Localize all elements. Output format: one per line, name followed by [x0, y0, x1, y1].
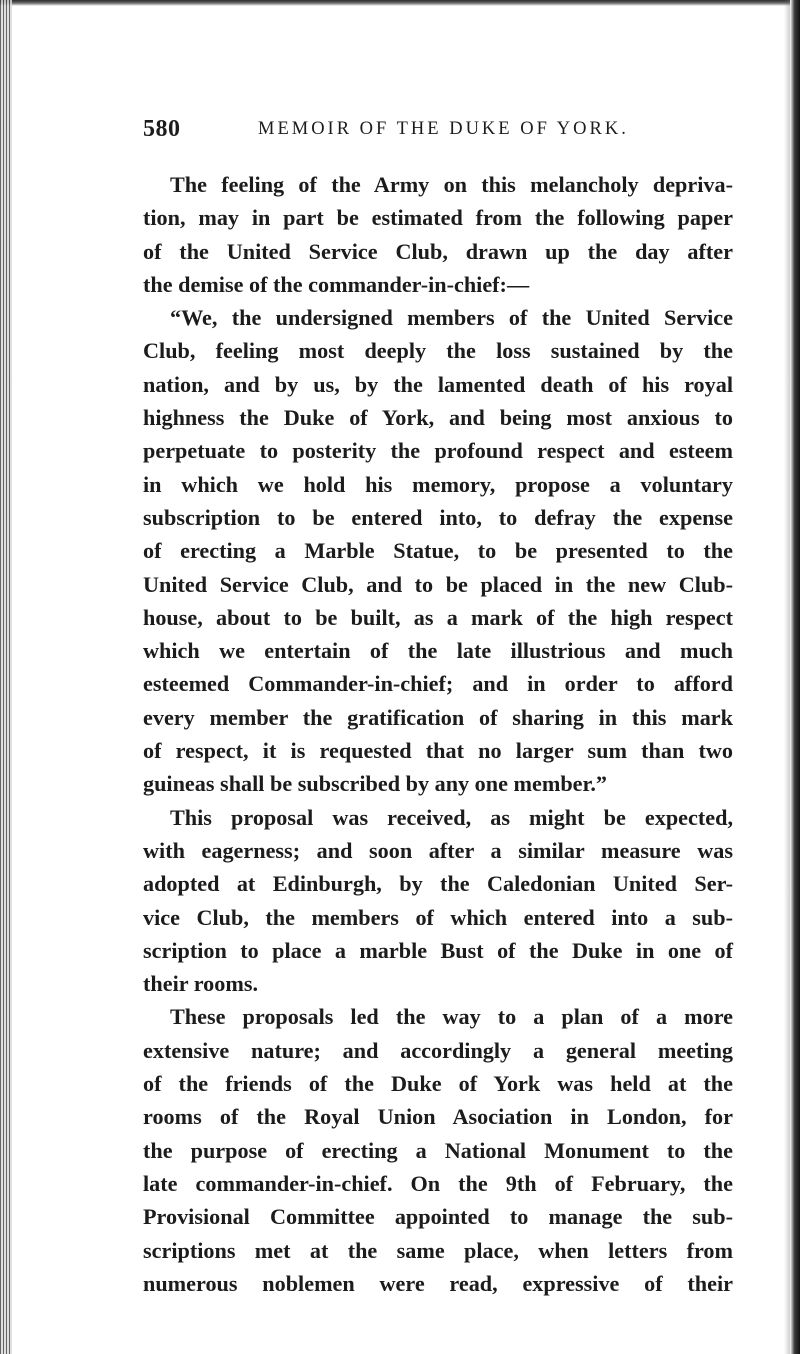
text-line: in which we hold his memory, propose a voluntary — [143, 471, 733, 497]
text-line: house, about to be built, as a mark of the high respect — [143, 604, 733, 630]
text-line: subscription to be entered into, to defray the expense — [143, 504, 733, 530]
text-line: The feeling of the Army on this melancholy depriva- — [170, 172, 733, 197]
page-top-edge — [0, 0, 800, 6]
book-binding-edge — [0, 0, 12, 1354]
text-line: esteemed Commander-in-chief; and in order to afford — [143, 671, 733, 697]
text-line: highness the Duke of York, and being most anxious to — [143, 405, 733, 431]
text-line: “We, the undersigned members of the United Service — [170, 305, 733, 331]
text-line: This proposal was received, as might be expected, — [170, 804, 733, 830]
text-line: of erecting a Marble Statue, to be presented to the — [143, 538, 733, 564]
text-line: These proposals led the way to a plan of a more — [170, 1004, 733, 1030]
text-line: of the friends of the Duke of York was held at the — [143, 1071, 733, 1097]
text-line: guineas shall be subscribed by any one member.” — [143, 771, 607, 797]
text-line: rooms of the Royal Union Asociation in London, for — [143, 1104, 733, 1130]
running-head: MEMOIR OF THE DUKE OF YORK. — [258, 119, 629, 139]
text-line: Club, feeling most deeply the loss sustained by the — [143, 338, 733, 364]
page-header — [143, 116, 733, 148]
text-line: with eagerness; and soon after a similar measure was — [143, 837, 733, 863]
text-line: every member the gratification of sharing in this mark — [143, 704, 733, 730]
page-number: 580 — [143, 116, 181, 142]
text-line: scription to place a marble Bust of the Duke in one of — [143, 937, 733, 963]
text-line: late commander-in-chief. On the 9th of February, the — [143, 1170, 733, 1196]
body-text — [143, 168, 733, 1300]
page-right-edge — [790, 0, 800, 1354]
text-line: the demise of the commander-in-chief:— — [143, 271, 530, 297]
text-line: vice Club, the members of which entered into a sub- — [143, 904, 733, 930]
text-line: their rooms. — [143, 971, 259, 997]
text-line: of respect, it is requested that no larger sum than two — [143, 738, 733, 764]
text-line: adopted at Edinburgh, by the Caledonian United Ser- — [143, 871, 733, 897]
text-line: of the United Service Club, drawn up the day after — [143, 238, 733, 264]
text-line: scriptions met at the same place, when letters from — [143, 1237, 733, 1263]
text-line: tion, may in part be estimated from the following paper — [143, 205, 733, 231]
text-line: nation, and by us, by the lamented death of his royal — [143, 371, 733, 397]
text-line: the purpose of erecting a National Monument to the — [143, 1137, 733, 1163]
text-line: numerous noblemen were read, expressive of their — [143, 1270, 733, 1296]
text-line: which we entertain of the late illustrious and much — [143, 638, 733, 664]
text-line: Provisional Committee appointed to manage the sub- — [143, 1204, 733, 1230]
text-line: United Service Club, and to be placed in the new Club- — [143, 571, 733, 597]
text-line: extensive nature; and accordingly a general meeting — [143, 1037, 733, 1063]
text-line: perpetuate to posterity the profound respect and esteem — [143, 438, 733, 464]
